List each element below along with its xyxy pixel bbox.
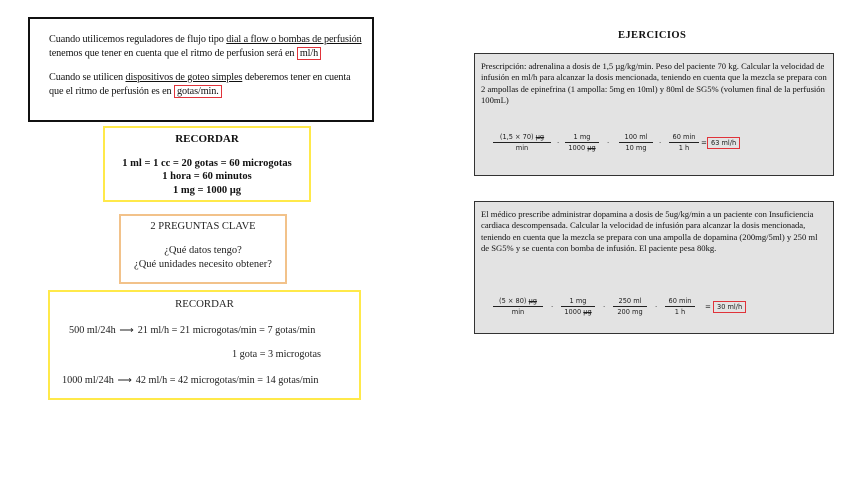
fraction-numerator: 100 ml	[624, 133, 648, 141]
cancelled-unit: µg	[535, 133, 545, 141]
fraction-ml-mg	[613, 297, 647, 316]
fraction-dose	[493, 133, 551, 152]
question-units: ¿Qué unidades necesito obtener?	[134, 258, 272, 270]
fraction-numerator: (1,5 × 70)	[499, 133, 534, 141]
drop-microdrop-equivalence: 1 gota = 3 microgotas	[232, 349, 321, 360]
key-questions-title: 2 PREGUNTAS CLAVE	[150, 221, 256, 232]
fraction-denominator: 200 mg	[617, 308, 643, 316]
question-data: ¿Qué datos tengo?	[164, 245, 242, 256]
fraction-min-h	[669, 133, 699, 152]
unit-equivalence-line: 1 mg = 1000 µg	[172, 184, 242, 196]
intro-text: Cuando se utilicen	[49, 71, 126, 83]
equals-operator: =	[705, 303, 711, 311]
exercise-1-result: 63 ml/h	[707, 137, 740, 149]
recordar-units-box	[103, 126, 311, 202]
fraction-denominator: 1 h	[674, 308, 686, 316]
rate-equivalence: 42 ml/h = 42 microgotas/min = 14 gotas/min	[135, 375, 319, 386]
exercise-2-statement: El médico prescribe administrar dopamina a dosis de 5ug/kg/min a un paciente con Insuficiencia cardiaca descompensada. Calcular la velocidad de infusión para alcanzar la dosis mencionada, teniendo en cuenta que la mezcla se prepara con una ampolla de dopamina (200mg/5ml) y 250 ml de SG5% y se cuenta con bomba de infusión. El paciente pesa 80kg.	[481, 209, 818, 254]
fraction-numerator: 1 mg	[569, 297, 587, 305]
multiply-operator: ·	[607, 139, 610, 147]
fraction-denominator: 1000	[564, 308, 582, 316]
fraction-denominator: 1 h	[678, 144, 690, 152]
drip-devices-text: dispositivos de goteo simples	[125, 71, 243, 83]
rate-equivalence: 21 ml/h = 21 microgotas/min = 7 gotas/min	[137, 325, 316, 336]
unit-ml-h-highlight: ml/h	[297, 47, 321, 60]
fraction-numerator: 1 mg	[573, 133, 591, 141]
fraction-dose	[493, 297, 543, 316]
multiply-operator: ·	[659, 139, 662, 147]
conversion-1000ml	[62, 375, 319, 386]
fraction-numerator: 250 ml	[618, 297, 642, 305]
fraction-min-h	[665, 297, 695, 316]
exercises-title: EJERCICIOS	[618, 30, 687, 41]
intro-paragraph-pump	[49, 33, 364, 62]
intro-text: Cuando utilicemos reguladores de flujo tipo	[49, 34, 227, 45]
equals-operator: =	[701, 139, 707, 147]
exercise-2-formula	[493, 297, 833, 327]
exercise-2-box	[474, 201, 834, 334]
intro-text: deberemos tener en cuenta que el ritmo de perfusión es en	[49, 71, 351, 98]
exercise-2-result: 30 ml/h	[713, 301, 746, 313]
exercise-1-box	[474, 53, 834, 176]
conversion-500ml	[69, 325, 315, 336]
fraction-numerator: (5 × 80)	[499, 297, 527, 305]
fraction-mg-ug	[561, 297, 595, 316]
cancelled-unit: µg	[587, 144, 596, 152]
intro-text: tenemos que tener en cuenta que el ritmo de perfusion será en	[49, 48, 297, 60]
intro-box	[28, 17, 374, 122]
volume-per-day: 500 ml/24h	[69, 325, 116, 336]
unit-equivalence-line: 1 hora = 60 minutos	[162, 171, 252, 183]
pump-devices-text: dial a flow o bombas de perfusión	[226, 34, 362, 45]
fraction-denominator: min	[511, 308, 525, 316]
fraction-denominator: min	[515, 144, 529, 152]
multiply-operator: ·	[557, 139, 560, 147]
recordar-title: RECORDAR	[175, 133, 239, 145]
multiply-operator: ·	[603, 303, 606, 311]
recordar-conversions-box	[48, 290, 361, 400]
exercise-1-statement: Prescripción: adrenalina a dosis de 1,5 µg/kg/min. Peso del paciente 70 kg. Calcular la velocidad de infusión en ml/h para alcanzar la dosis mencionada, teniendo en cuenta que la mezcla se prepara con 2 ampollas de epinefrina (1 ampolla: 5mg en 10ml) y 80ml de SG5% (volumen final de la perfusión 100mL)	[481, 61, 827, 106]
unit-equivalence-line: 1 ml = 1 cc = 20 gotas = 60 microgotas	[122, 158, 292, 169]
intro-paragraph-drip	[49, 71, 364, 100]
fraction-mg-ug	[565, 133, 599, 152]
fraction-numerator: 60 min	[672, 133, 696, 141]
fraction-numerator: 60 min	[668, 297, 692, 305]
key-questions-box	[119, 214, 287, 284]
fraction-denominator: 1000	[568, 144, 586, 152]
multiply-operator: ·	[551, 303, 554, 311]
arrow-right-icon: ⟶	[119, 325, 134, 336]
recordar-title: RECORDAR	[175, 298, 234, 310]
fraction-ml-mg	[619, 133, 653, 152]
unit-gotas-min-highlight: gotas/min.	[174, 85, 222, 98]
multiply-operator: ·	[655, 303, 658, 311]
volume-per-day: 1000 ml/24h	[62, 375, 114, 386]
cancelled-unit: µg	[583, 308, 592, 316]
cancelled-unit: µg	[528, 297, 537, 305]
fraction-denominator: 10 mg	[625, 144, 647, 152]
arrow-right-icon: ⟶	[117, 375, 133, 386]
exercise-1-formula	[493, 133, 833, 163]
